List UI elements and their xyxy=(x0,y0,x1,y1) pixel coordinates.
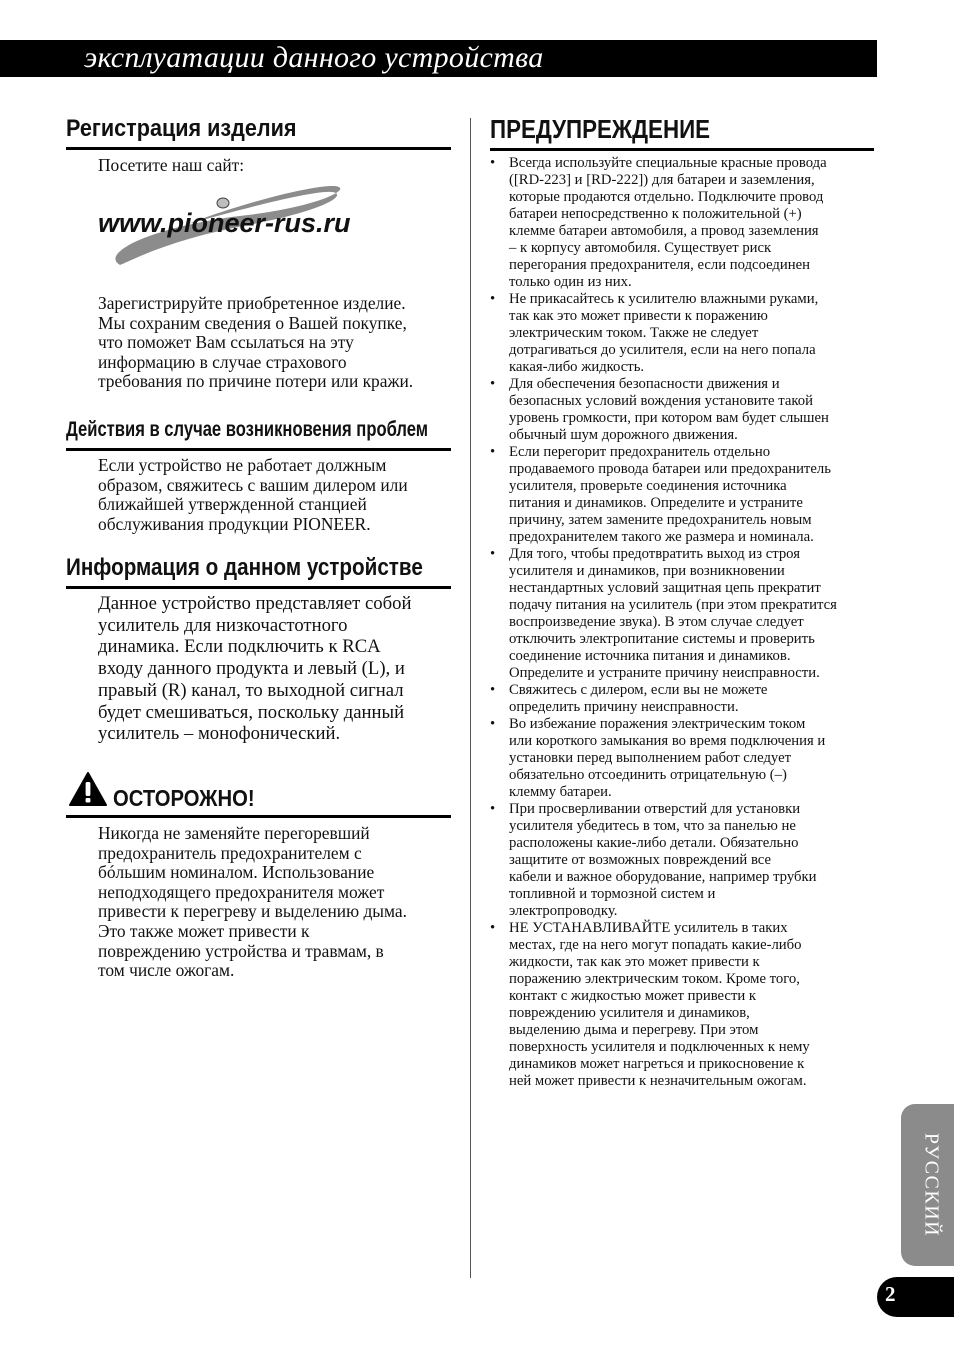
warning-rule xyxy=(490,148,874,151)
warning-item xyxy=(490,291,878,376)
warning-item-line: поражению электрическим током. Кроме того, xyxy=(509,971,800,987)
warning-item-line: защитите от возможных повреждений все xyxy=(509,852,772,868)
text-line: бóльшим номиналом. Использование xyxy=(98,862,375,883)
warning-item-line: Всегда используйте специальные красные провода xyxy=(509,155,827,171)
text-line: информацию в случае страхового xyxy=(98,351,347,372)
warning-item-line: которые продаются отдельно. Подключите провод xyxy=(509,189,824,205)
text-line: Никогда не заменяйте перегоревший xyxy=(98,823,370,843)
section-header-title: эксплуатации данного устройства xyxy=(84,41,544,74)
text-line: Мы сохраним сведения о Вашей покупке, xyxy=(98,312,407,333)
warning-item-line: нестандартных условий защитная цепь прекратит xyxy=(509,580,821,596)
warning-item-line: расположены какие-либо детали. Обязательно xyxy=(509,835,799,851)
text-line: будет смешиваться, поскольку данный xyxy=(98,701,405,723)
visit-text: Посетите наш сайт: xyxy=(98,155,245,175)
info-rule xyxy=(66,586,451,589)
website-url: www.pioneer-rus.ru xyxy=(98,208,351,238)
text-line: Если устройство не работает должным xyxy=(98,455,387,475)
warning-item-line: Для обеспечения безопасности движения и xyxy=(509,376,780,392)
page-number: 2 xyxy=(885,1282,896,1306)
warning-item-line: жидкости, так как это может привести к xyxy=(509,954,760,970)
warning-item-line: так как это может привести к поражению xyxy=(509,308,768,324)
warning-item xyxy=(490,155,878,291)
text-line: входу данного продукта и левый (L), и xyxy=(98,658,405,680)
warning-item-line: динамиков может нагреться и прикосновение к xyxy=(509,1056,805,1072)
registration-text xyxy=(98,294,413,392)
warning-item-line: предохранителем такого же размера и номинала. xyxy=(509,529,814,545)
page-number-badge xyxy=(877,1277,954,1317)
caution-rule xyxy=(66,815,451,818)
text-line: ближайшей утвержденной станцией xyxy=(98,494,367,515)
text-line: повреждению устройства и травмам, в xyxy=(98,940,384,961)
warning-item-line: повреждению усилителя и динамиков, xyxy=(509,1005,750,1021)
warning-item-line: поверхность усилителя и подключенных к нему xyxy=(509,1039,810,1055)
bullet-icon: • xyxy=(490,376,496,392)
warning-item-line: местах, где на него могут попадать какие-либо xyxy=(509,937,802,953)
caution-text xyxy=(98,824,407,981)
text-line: усилитель – монофонический. xyxy=(98,723,341,745)
problems-text xyxy=(98,456,408,534)
warning-item-line: клемму батареи. xyxy=(509,784,612,800)
warning-item xyxy=(490,920,878,1090)
warning-heading: ПРЕДУПРЕЖДЕНИЕ xyxy=(490,114,711,144)
warning-item-line: усилителя убедитесь в том, что за панелью не xyxy=(509,818,796,834)
warning-item-line: какая-либо жидкость. xyxy=(509,359,645,375)
text-line: обслуживания продукции PIONEER. xyxy=(98,513,371,534)
warning-item-line: дотрагиваться до усилителя, если на него попала xyxy=(509,342,816,358)
warning-item-line: причину, затем замените предохранитель новым xyxy=(509,512,812,528)
text-line: что поможет Вам ссылаться на эту xyxy=(98,332,354,353)
warning-item-line: питания и динамиков. Определите и устраните xyxy=(509,495,803,511)
warning-item-line: Если перегорит предохранитель отдельно xyxy=(509,444,771,460)
warning-item xyxy=(490,682,878,716)
warning-item-line: установки перед выполнением работ следует xyxy=(509,750,792,766)
bullet-icon: • xyxy=(490,546,496,562)
language-tab-label: РУССКИЙ xyxy=(920,1132,943,1238)
warning-item-line: контакт с жидкостью может привести к xyxy=(509,988,757,1004)
problems-heading: Действия в случае возникновения проблем xyxy=(66,418,429,441)
text-line: усилитель для низкочастотного xyxy=(98,614,348,636)
text-line: правый (R) канал, то выходной сигнал xyxy=(98,679,404,701)
language-tab xyxy=(901,1104,954,1266)
bullet-icon: • xyxy=(490,444,496,460)
text-line: предохранитель предохранителем с xyxy=(98,842,362,863)
warning-item-line: – к корпусу автомобиля. Существует риск xyxy=(509,240,772,256)
warning-item-line: ([RD-223] и [RD-222]) для батареи и заземления, xyxy=(509,172,815,188)
warning-item-line: воспроизведение звука). В этом случае следует xyxy=(509,614,804,630)
warning-item-line: Для того, чтобы предотвратить выход из строя xyxy=(509,546,800,562)
warning-item-line: электрическим током. Также не следует xyxy=(509,325,759,341)
warning-item-line: Определите и устраните причину неисправности. xyxy=(509,665,820,681)
text-line: требования по причине потери или кражи. xyxy=(98,371,414,392)
warning-item-line: Не прикасайтесь к усилителю влажными руками, xyxy=(509,291,819,307)
bullet-icon: • xyxy=(490,801,496,817)
caution-heading: ОСТОРОЖНО! xyxy=(113,785,255,811)
warning-item-line: безопасных условий вождения установите такой xyxy=(509,393,813,409)
registration-heading: Регистрация изделия xyxy=(66,115,297,142)
bullet-icon: • xyxy=(490,920,496,936)
warning-item-line: обязательно отсоединить отрицательную (–) xyxy=(509,767,787,783)
text-line: Данное устройство представляет собой xyxy=(98,593,412,614)
bullet-icon: • xyxy=(490,155,496,171)
bullet-icon: • xyxy=(490,291,496,307)
bullet-icon: • xyxy=(490,716,496,732)
warning-item-line: отключить электропитание системы и проверить xyxy=(509,631,815,647)
column-divider xyxy=(470,118,471,1278)
warning-item-line: определить причину неисправности. xyxy=(509,699,739,715)
warning-item-line: ней может привести к незначительным ожогам. xyxy=(509,1073,807,1089)
warning-item-line: только один из них. xyxy=(509,274,632,290)
bullet-icon: • xyxy=(490,682,496,698)
warning-item-line: усилителя и динамиков, при возникновении xyxy=(509,563,785,579)
warning-item-line: топливной и тормозной систем и xyxy=(509,886,716,902)
warning-item xyxy=(490,376,878,444)
text-line: Зарегистрируйте приобретенное изделие. xyxy=(98,293,406,313)
text-line: привести к перегреву и выделению дыма. xyxy=(98,901,407,922)
warning-item-line: выделению дыма и перегреву. При этом xyxy=(509,1022,759,1038)
warning-item-line: или короткого замыкания во время подключения и xyxy=(509,733,826,749)
text-line: неподходящего предохранителя может xyxy=(98,881,385,902)
warning-item-line: кабели и важное оборудование, например трубки xyxy=(509,869,817,885)
registration-rule xyxy=(66,147,451,150)
text-line: том числе ожогам. xyxy=(98,960,235,981)
warning-item xyxy=(490,801,878,920)
problems-rule xyxy=(66,448,451,451)
warning-item-line: батареи непосредственно к положительной (+) xyxy=(509,206,802,222)
section-header-bar xyxy=(0,40,877,77)
warning-item-line: Во избежание поражения электрическим током xyxy=(509,716,806,732)
warning-item xyxy=(490,716,878,801)
warning-triangle-icon xyxy=(68,771,108,807)
warning-item xyxy=(490,546,878,682)
warning-item-line: подачу питания на усилитель (при этом прекратится xyxy=(509,597,837,613)
warning-item xyxy=(490,444,878,546)
text-line: образом, свяжитесь с вашим дилером или xyxy=(98,474,408,495)
text-line: динамика. Если подключить к RCA xyxy=(98,636,381,658)
warning-item-line: перегорания предохранителя, если подсоединен xyxy=(509,257,810,273)
warning-item-line: уровень громкости, при котором вам будет слышен xyxy=(509,410,829,426)
warning-item-line: соединение источника питания и динамиков. xyxy=(509,648,791,664)
text-line: Это также может привести к xyxy=(98,920,310,941)
warning-item-line: При просверливании отверстий для установки xyxy=(509,801,801,817)
warning-item-line: Свяжитесь с дилером, если вы не можете xyxy=(509,682,768,698)
info-heading: Информация о данном устройстве xyxy=(66,554,423,581)
warning-item-line: электропроводку. xyxy=(509,903,618,919)
warning-list xyxy=(490,155,878,1090)
warning-item-line: обычный шум дорожного движения. xyxy=(509,427,738,443)
warning-item-line: НЕ УСТАНАВЛИВАЙТЕ усилитель в таких xyxy=(509,920,788,936)
warning-item-line: клемме батареи автомобиля, а провод заземления xyxy=(509,223,819,239)
warning-item-line: усилителя, проверьте соединения источника xyxy=(509,478,787,494)
warning-item-line: продаваемого провода батареи или предохранитель xyxy=(509,461,831,477)
info-text xyxy=(98,593,411,745)
